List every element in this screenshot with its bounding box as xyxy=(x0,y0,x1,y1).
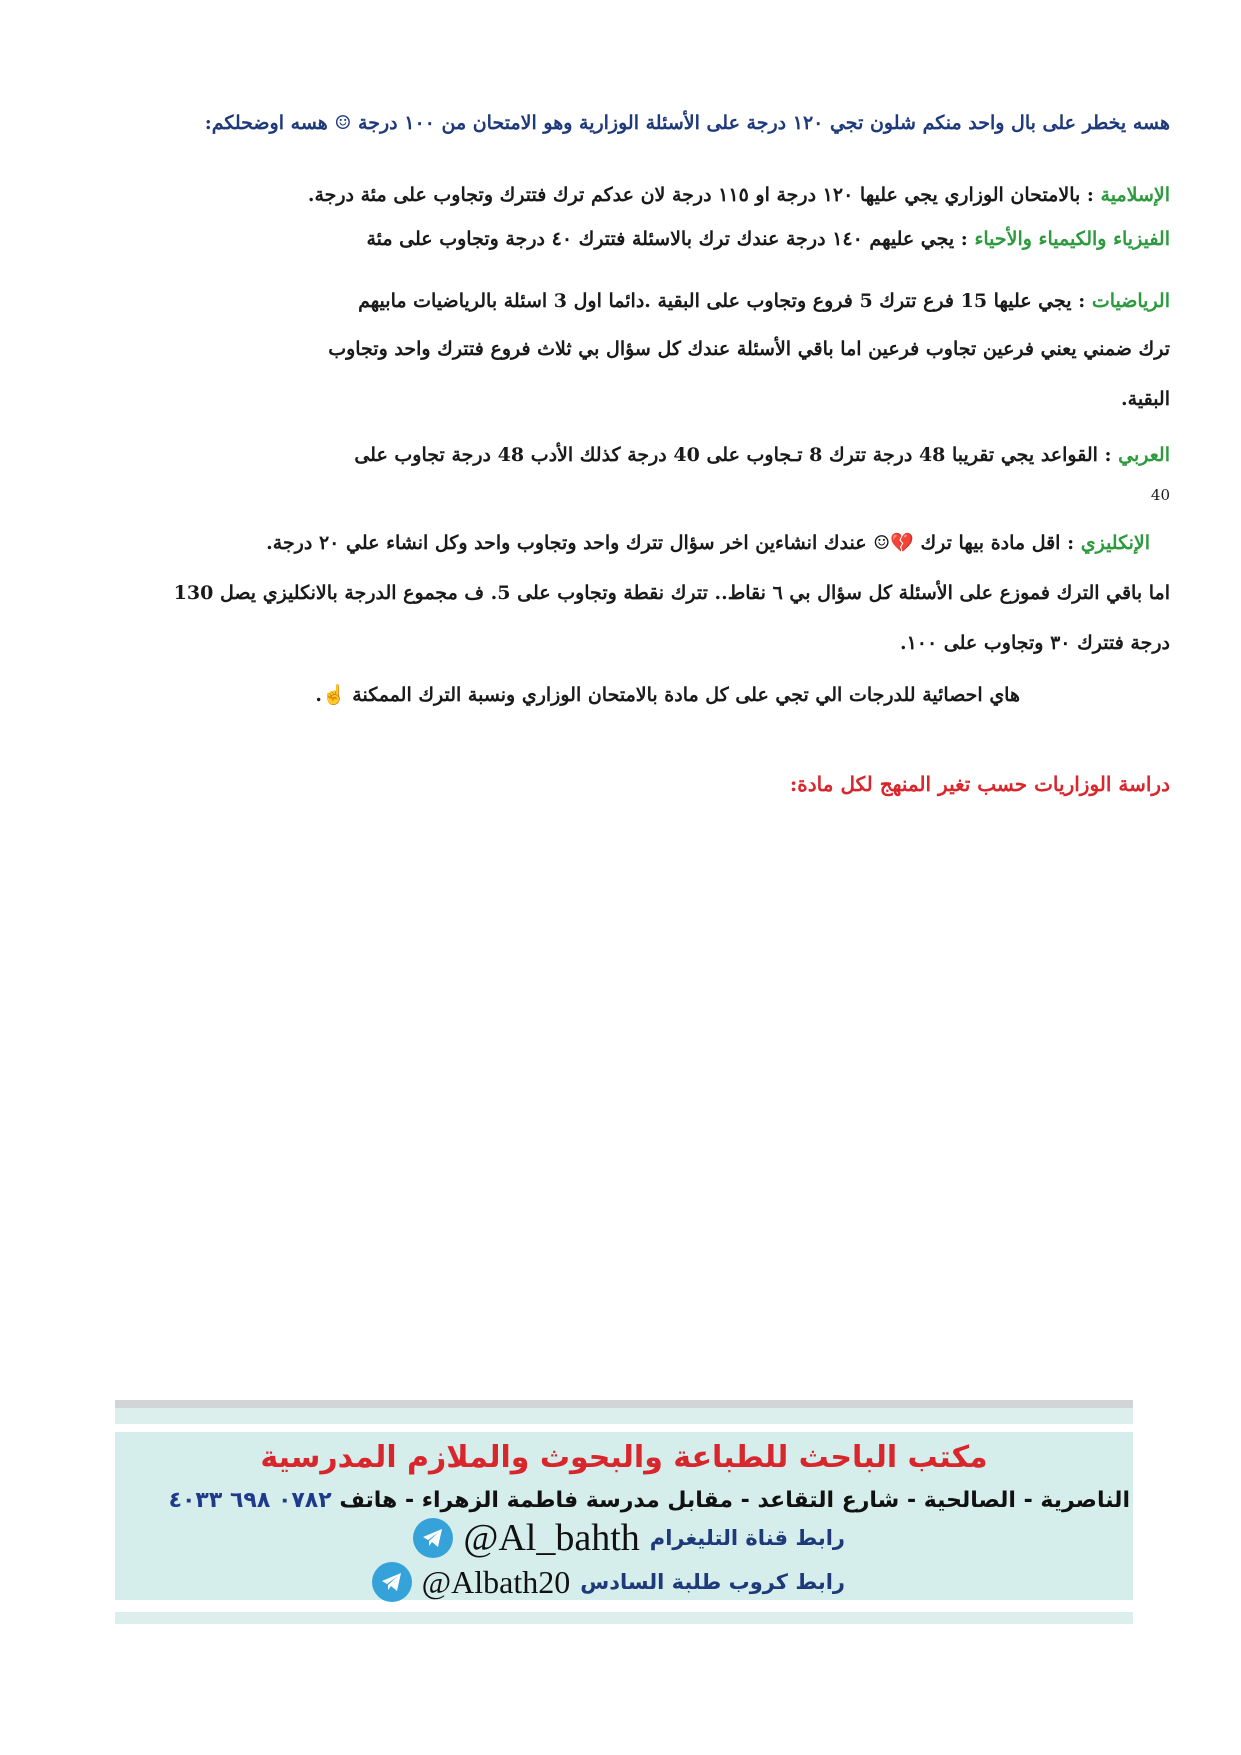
telegram-channel-label: رابط قناة التليغرام xyxy=(649,1526,845,1550)
english-text-1: : اقل مادة بيها ترك 💔☺ عندك انشاءين اخر سؤال تترك واحد وتجاوب واحد وكل انشاء علي ٢٠ درجة. xyxy=(266,532,1075,554)
telegram-channel-handle[interactable]: @Al_bahth xyxy=(463,1517,640,1559)
math-line-2: ترك ضمني يعني فرعين تجاوب فرعين اما باقي الأسئلة عندك كل سؤال بي ثلاث فروع فتترك واحد وتجاوب xyxy=(328,338,1170,360)
summary-line: هاي احصائية للدرجات الي تجي على كل مادة بالامتحان الوزاري ونسبة الترك الممكنة ☝. xyxy=(315,684,1020,706)
math-label: الرياضيات xyxy=(1091,290,1170,312)
arabic-label: العربي xyxy=(1118,444,1170,466)
office-address xyxy=(120,1488,1130,1513)
telegram-channel-row[interactable] xyxy=(325,1516,845,1560)
telegram-group-handle[interactable]: @Albath20 xyxy=(421,1563,571,1600)
islamic-text: : بالامتحان الوزاري يجي عليها ١٢٠ درجة او ١١٥ درجة لان عدكم ترك فتترك وتجاوب على مئة درجة. xyxy=(307,184,1094,206)
telegram-group-row[interactable] xyxy=(325,1560,845,1604)
office-title: مكتب الباحث للطباعة والبحوث والملازم المدرسية xyxy=(260,1440,988,1475)
english-line-2: اما باقي الترك فموزع على الأسئلة كل سؤال بي ٦ نقاط.. تترك نقطة وتجاوب على 5. ف مجموع الدرجة بالانكليزي يصل 130 xyxy=(173,582,1170,604)
math-line-3: البقية. xyxy=(1121,388,1170,410)
english-label: الإنكليزي xyxy=(1080,532,1150,554)
english-line-3: درجة فتترك ٣٠ وتجاوب على ١٠٠. xyxy=(899,632,1170,654)
section-heading: دراسة الوزاريات حسب تغير المنهج لكل مادة: xyxy=(789,772,1170,796)
telegram-group-label: رابط كروب طلبة السادس xyxy=(580,1570,845,1594)
footer-bottom-band xyxy=(115,1612,1133,1624)
intro-paragraph: هسه يخطر على بال واحد منكم شلون تجي ١٢٠ درجة على الأسئلة الوزارية وهو الامتحان من ١٠٠ درجة ☺ هسه اوضحلكم: xyxy=(204,112,1170,134)
arabic-line-2: 40 xyxy=(1150,486,1170,504)
physics-text: : يجي عليهم ١٤٠ درجة عندك ترك بالاسئلة فتترك ٤٠ درجة وتجاوب على مئة xyxy=(366,228,968,250)
arabic-text-1: : القواعد يجي تقريبا 48 درجة تترك 8 تـجاوب على 40 درجة كذلك الأدب 48 درجة تجاوب على xyxy=(354,444,1112,466)
address-text: الناصرية - الصالحية - شارع التقاعد - مقابل مدرسة فاطمة الزهراء - هاتف xyxy=(339,1488,1130,1513)
islamic-label: الإسلامية xyxy=(1100,184,1170,206)
physics-label: الفيزياء والكيمياء والأحياء xyxy=(974,228,1170,250)
math-text-1: : يجي عليها 15 فرع تترك 5 فروع وتجاوب على البقية .دائما اول 3 اسئلة بالرياضيات مابيهم xyxy=(358,290,1086,312)
phone-number: ٠٧٨٢ ٦٩٨ ٤٠٣٣ xyxy=(168,1488,332,1513)
telegram-icon xyxy=(372,1562,412,1602)
telegram-icon xyxy=(413,1518,453,1558)
